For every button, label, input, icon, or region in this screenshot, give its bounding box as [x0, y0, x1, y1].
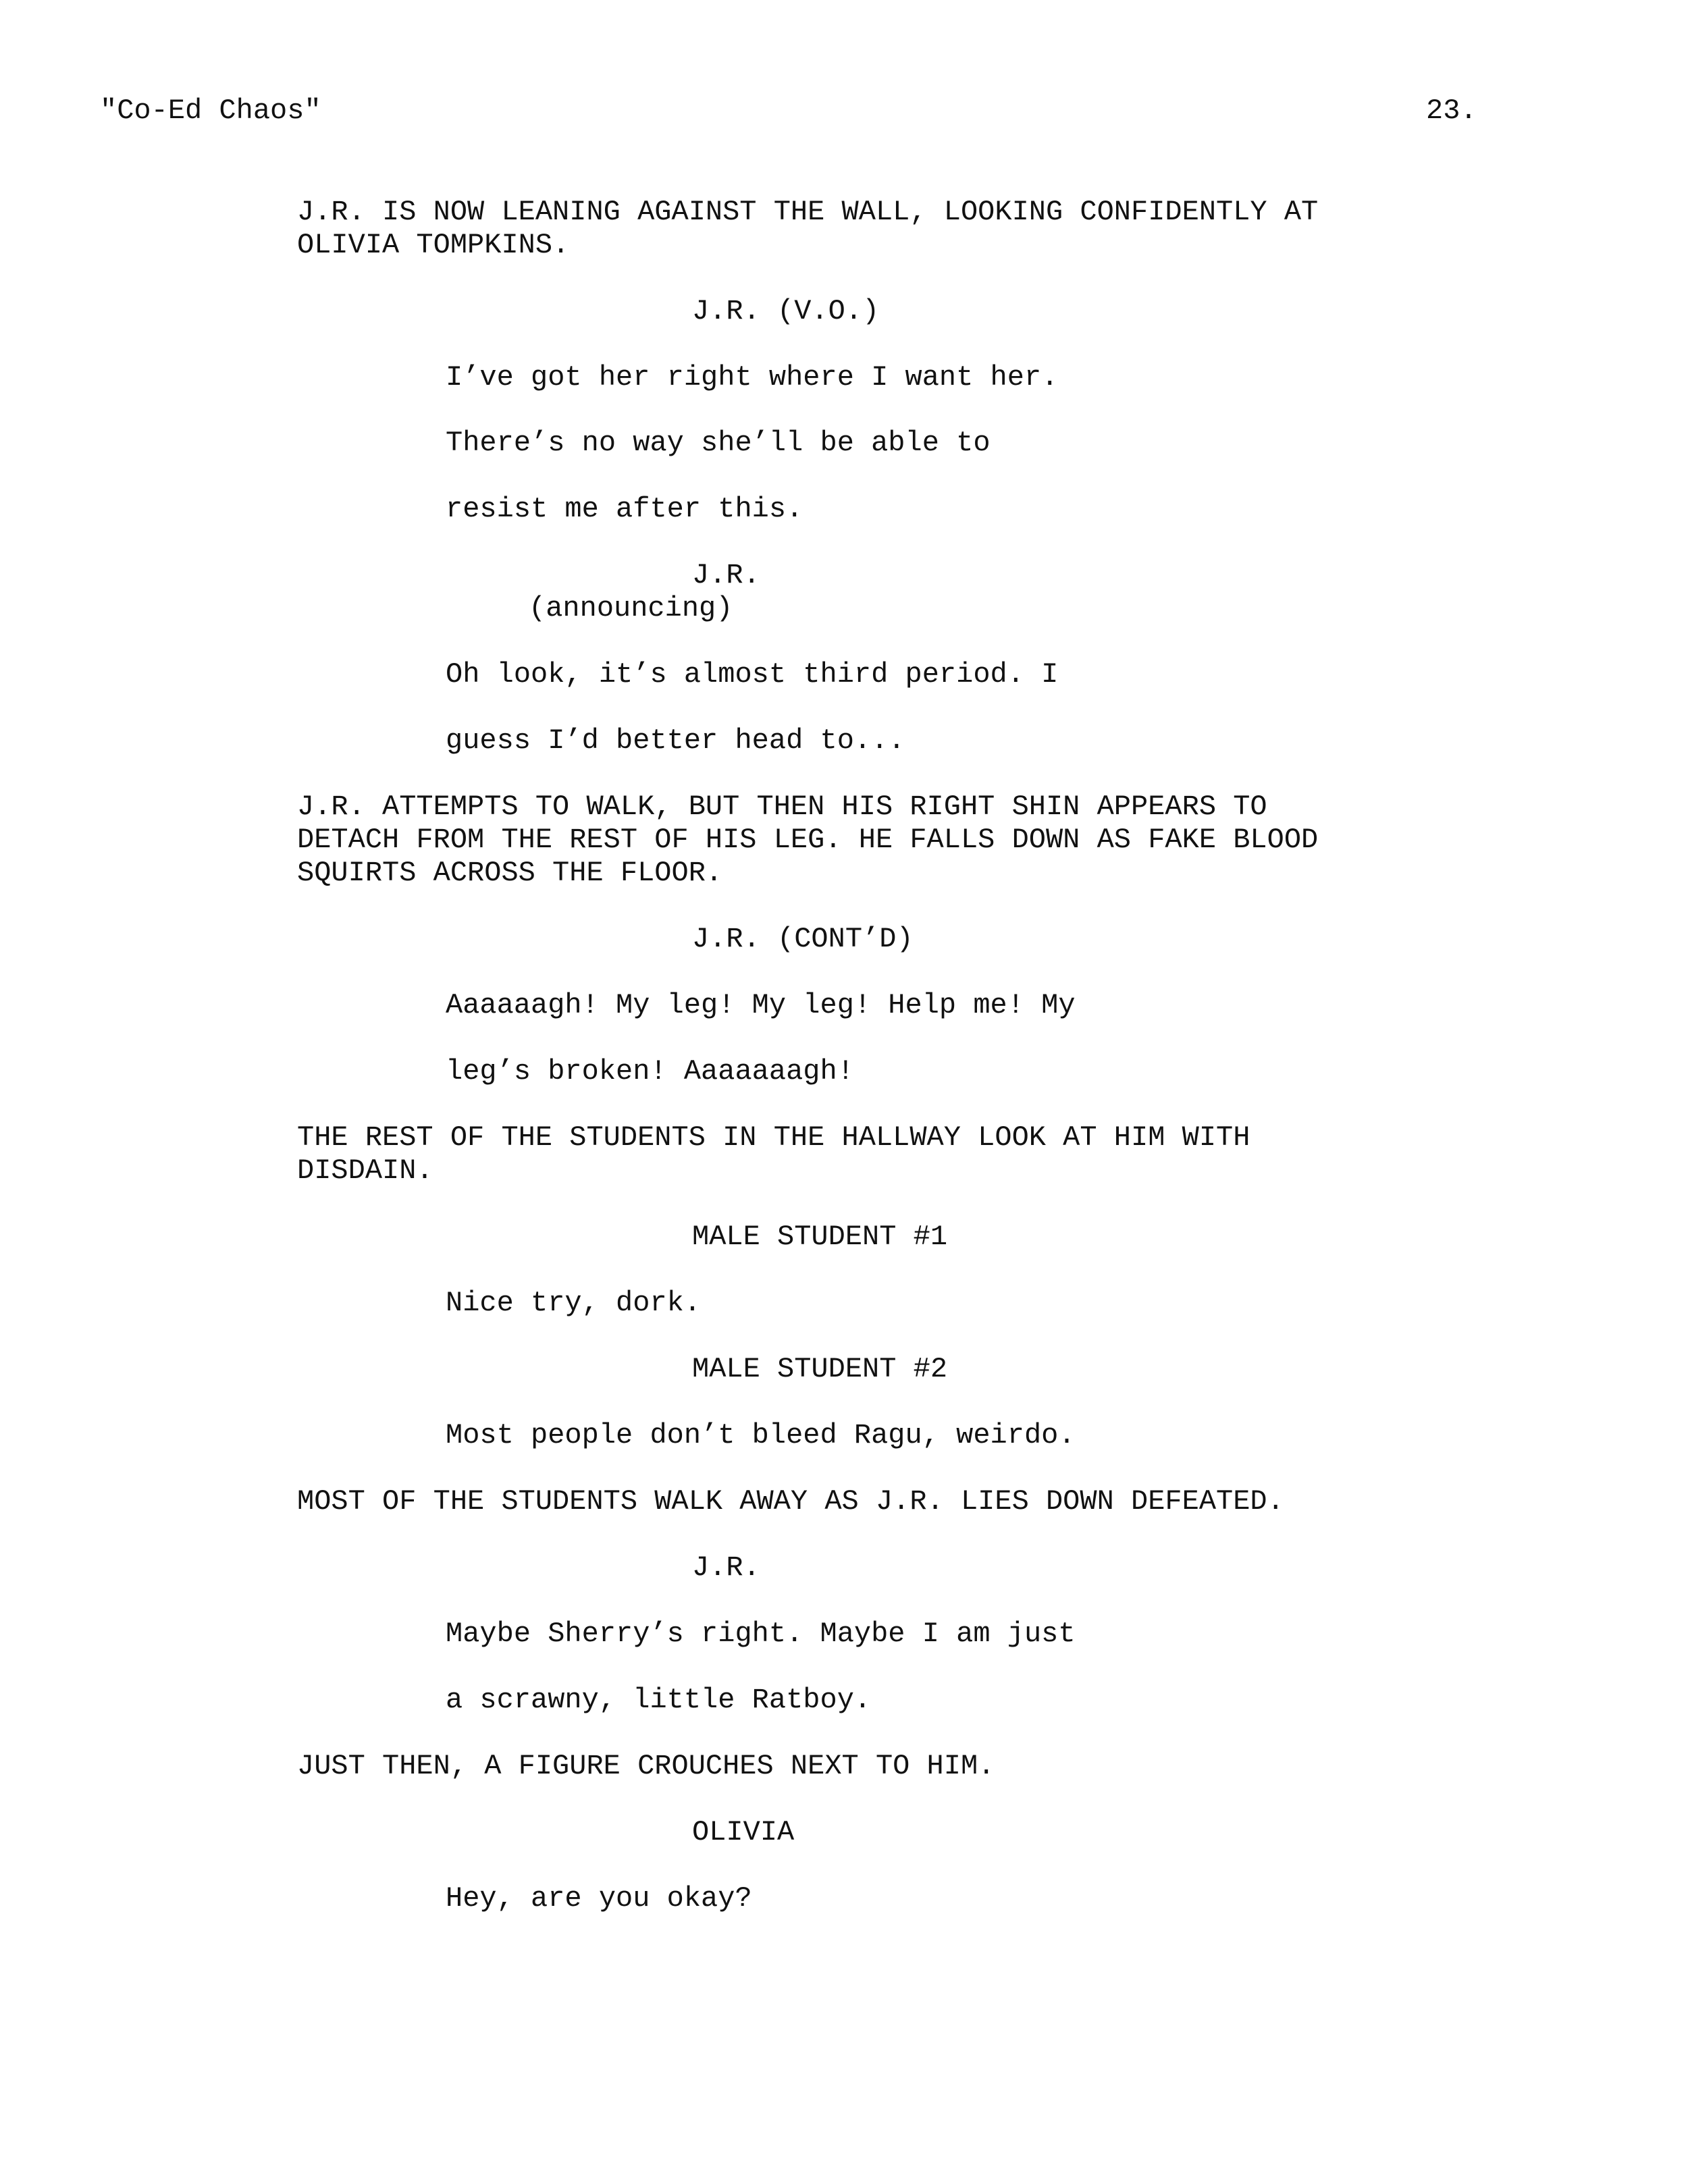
character-cue: MALE STUDENT #1 — [692, 1221, 948, 1253]
dialogue-line: Hey, are you okay? — [446, 1882, 752, 1915]
action-line: DISDAIN. — [297, 1154, 433, 1187]
character-cue: MALE STUDENT #2 — [692, 1353, 948, 1385]
action-line: SQUIRTS ACROSS THE FLOOR. — [297, 857, 723, 889]
dialogue-line: Most people don’t bleed Ragu, weirdo. — [446, 1419, 1076, 1451]
dialogue-line: leg’s broken! Aaaaaaagh! — [446, 1055, 854, 1088]
dialogue-line: a scrawny, little Ratboy. — [446, 1684, 872, 1716]
parenthetical: (announcing) — [529, 592, 733, 624]
dialogue-line: Maybe Sherry’s right. Maybe I am just — [446, 1618, 1076, 1650]
dialogue-line: Aaaaaagh! My leg! My leg! Help me! My — [446, 989, 1076, 1021]
character-cue: J.R. — [692, 1551, 760, 1584]
action-line: MOST OF THE STUDENTS WALK AWAY AS J.R. LIES DOWN DEFEATED. — [297, 1485, 1284, 1518]
dialogue-line: resist me after this. — [446, 493, 803, 525]
action-line: J.R. IS NOW LEANING AGAINST THE WALL, LOOKING CONFIDENTLY AT — [297, 196, 1319, 228]
action-line: OLIVIA TOMPKINS. — [297, 229, 570, 261]
action-line: J.R. ATTEMPTS TO WALK, BUT THEN HIS RIGHT SHIN APPEARS TO — [297, 791, 1267, 823]
action-line: DETACH FROM THE REST OF HIS LEG. HE FALLS DOWN AS FAKE BLOOD — [297, 824, 1319, 856]
dialogue-line: I’ve got her right where I want her. — [446, 361, 1059, 394]
action-line: THE REST OF THE STUDENTS IN THE HALLWAY LOOK AT HIM WITH — [297, 1121, 1250, 1154]
script-title: "Co-Ed Chaos" — [100, 95, 321, 127]
dialogue-line: There’s no way she’ll be able to — [446, 427, 991, 459]
dialogue-line: Nice try, dork. — [446, 1287, 702, 1319]
character-cue: J.R. (V.O.) — [692, 295, 880, 327]
character-cue: J.R. (CONT’D) — [692, 923, 914, 955]
dialogue-line: Oh look, it’s almost third period. I — [446, 658, 1059, 691]
dialogue-line: guess I’d better head to... — [446, 724, 905, 757]
character-cue: OLIVIA — [692, 1816, 795, 1848]
character-cue: J.R. — [692, 559, 760, 591]
page-number: 23. — [1426, 95, 1477, 127]
action-line: JUST THEN, A FIGURE CROUCHES NEXT TO HIM. — [297, 1750, 995, 1782]
